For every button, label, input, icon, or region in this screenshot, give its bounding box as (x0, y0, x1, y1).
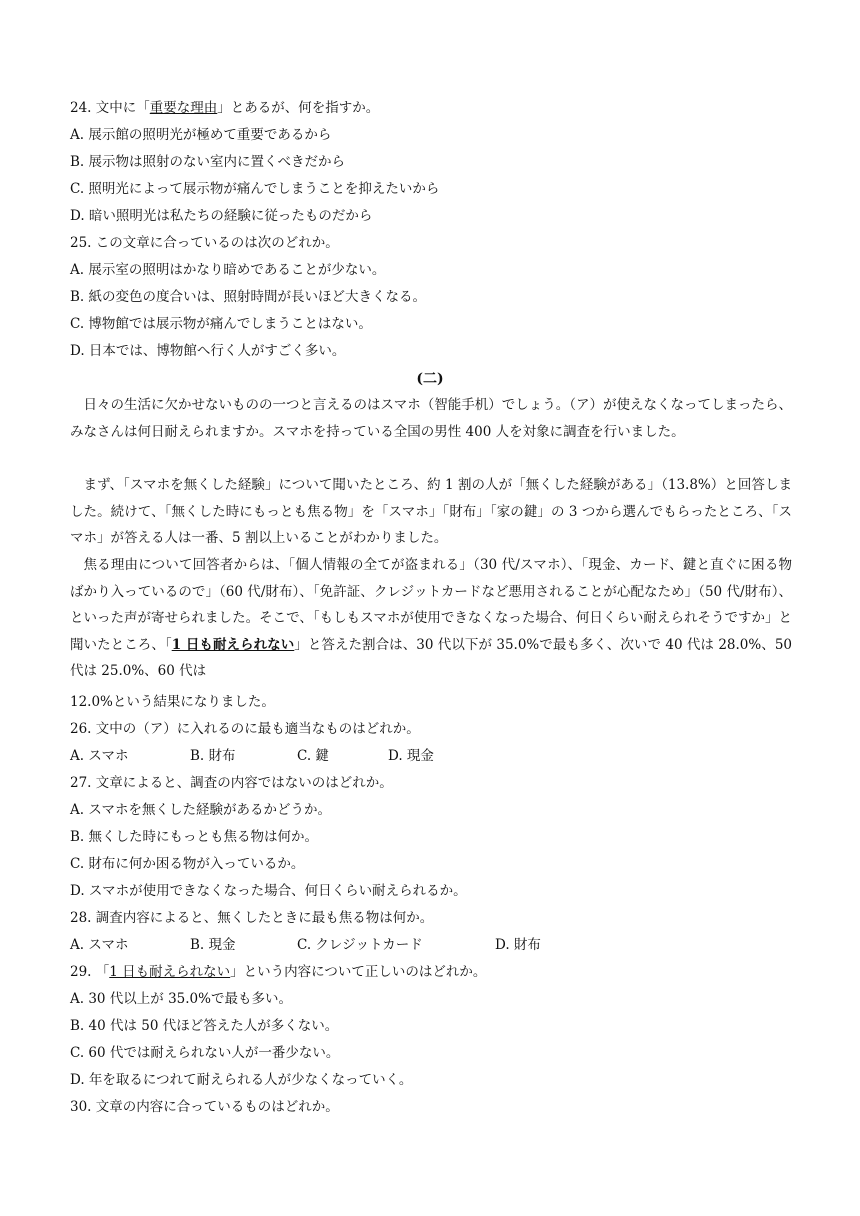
q25-option-b: B. 紙の変色の度合いは、照射時間が長いほど大きくなる。 (70, 289, 427, 305)
q29-option-a: A. 30 代以上が 35.0%で最も多い。 (70, 991, 292, 1007)
passage-paragraph-4: 12.0%という結果になりました。 (70, 694, 275, 710)
q28-option-a: A. スマホ (70, 937, 129, 953)
passage-paragraph-3 (70, 552, 792, 685)
question-24-stem (70, 98, 800, 118)
q29-option-c: C. 60 代では耐えられない人が一番少ない。 (70, 1045, 340, 1061)
question-26-stem: 26. 文中の（ア）に入れるのに最も適当なものはどれか。 (70, 721, 420, 737)
q24-suffix: 」とあるが、何を指すか。 (217, 100, 380, 116)
question-27-stem: 27. 文章によると、調査の内容ではないのはどれか。 (70, 775, 393, 791)
q29-suffix: 」という内容について正しいのはどれか。 (230, 964, 487, 980)
q28-option-c: C. クレジットカード (297, 937, 423, 953)
q26-option-a: A. スマホ (70, 748, 129, 764)
q25-option-d: D. 日本では、博物館へ行く人がすごく多い。 (70, 343, 346, 359)
q27-option-b: B. 無くした時にもっとも焦る物は何か。 (70, 829, 319, 845)
question-30-stem: 30. 文章の内容に合っているものはどれか。 (70, 1099, 339, 1115)
q25-option-c: C. 博物館では展示物が痛んでしまうことはない。 (70, 316, 372, 332)
q27-option-c: C. 財布に何か困る物が入っているか。 (70, 856, 305, 872)
paragraph-3-part-b: 」と答えた割合は、30 代以下が 35.0%で最も多く、次いで 40 代は 28.0%、50 代は 25.0%、60 代は (70, 636, 793, 679)
q28-option-b: B. 現金 (190, 937, 236, 953)
question-28-stem: 28. 調査内容によると、無くしたときに最も焦る物は何か。 (70, 910, 434, 926)
q24-underlined-phrase: 重要な理由 (149, 100, 218, 116)
q24-prefix: 24. 文中に「 (70, 100, 150, 116)
paragraph-3-underlined-phrase: 1 日も耐えられない (171, 636, 295, 653)
q29-option-d: D. 年を取るにつれて耐えられる人が少なくなっていく。 (70, 1072, 413, 1088)
q24-option-a: A. 展示館の照明光が極めて重要であるから (70, 127, 332, 143)
passage-paragraph-1: 日々の生活に欠かせないものの一つと言えるのはスマホ（智能手机）でしょう。（ア）が使えなくなってしまったら、みなさんは何日耐えられますか。スマホを持っている全国の男性 400 人を対象に調査を行いました。 (70, 397, 792, 440)
paragraph-3-part-a: 焦る理由について回答者からは、「個人情報の全てが盗まれる」（30 代/スマホ）、「現金、カード、鍵と直ぐに困る物ばかり入っているので」（60 代/財布）、「免許証、クレジットカードなど悪用されることが心配なため」（50 代/財布）、といった声が寄せられました。そこで、「もしもスマホが使用できなくなった場合、何日くらい耐えられそうですか」と聞いたところ、「 (70, 557, 792, 653)
q26-option-c: C. 鍵 (297, 748, 329, 764)
section-title: (二) (416, 371, 444, 387)
q26-option-d: D. 現金 (388, 748, 434, 764)
q25-option-a: A. 展示室の照明はかなり暗めであることが少ない。 (70, 262, 386, 278)
q24-option-b: B. 展示物は照射のない室内に置くべきだから (70, 154, 346, 170)
q28-option-d: D. 財布 (495, 937, 541, 953)
q29-underlined-phrase: 1 日も耐えられない (109, 964, 231, 980)
q26-options-row (70, 746, 800, 766)
q27-option-d: D. スマホが使用できなくなった場合、何日くらい耐えられるか。 (70, 883, 467, 899)
q29-prefix: 29. 「 (70, 964, 110, 980)
q26-option-b: B. 財布 (190, 748, 236, 764)
question-25-stem: 25. この文章に合っているのは次のどれか。 (70, 235, 339, 251)
q24-option-c: C. 照明光によって展示物が痛んでしまうことを抑えたいから (70, 181, 440, 197)
q28-options-row (70, 935, 800, 955)
q24-option-d: D. 暗い照明光は私たちの経験に従ったものだから (70, 208, 373, 224)
passage-paragraph-2: まず、「スマホを無くした経験」について聞いたところ、約 1 割の人が「無くした経験がある」（13.8%）と回答しました。続けて、「無くした時にもっとも焦る物」を「スマホ」「財布」「家の鍵」の 3 つから選んでもらったところ、「スマホ」が答える人は一番、5 割以上いることがわかりました。 (70, 477, 792, 546)
q29-option-b: B. 40 代は 50 代ほど答えた人が多くない。 (70, 1018, 339, 1034)
q27-option-a: A. スマホを無くした経験があるかどうか。 (70, 802, 332, 818)
question-29-stem (70, 962, 800, 982)
